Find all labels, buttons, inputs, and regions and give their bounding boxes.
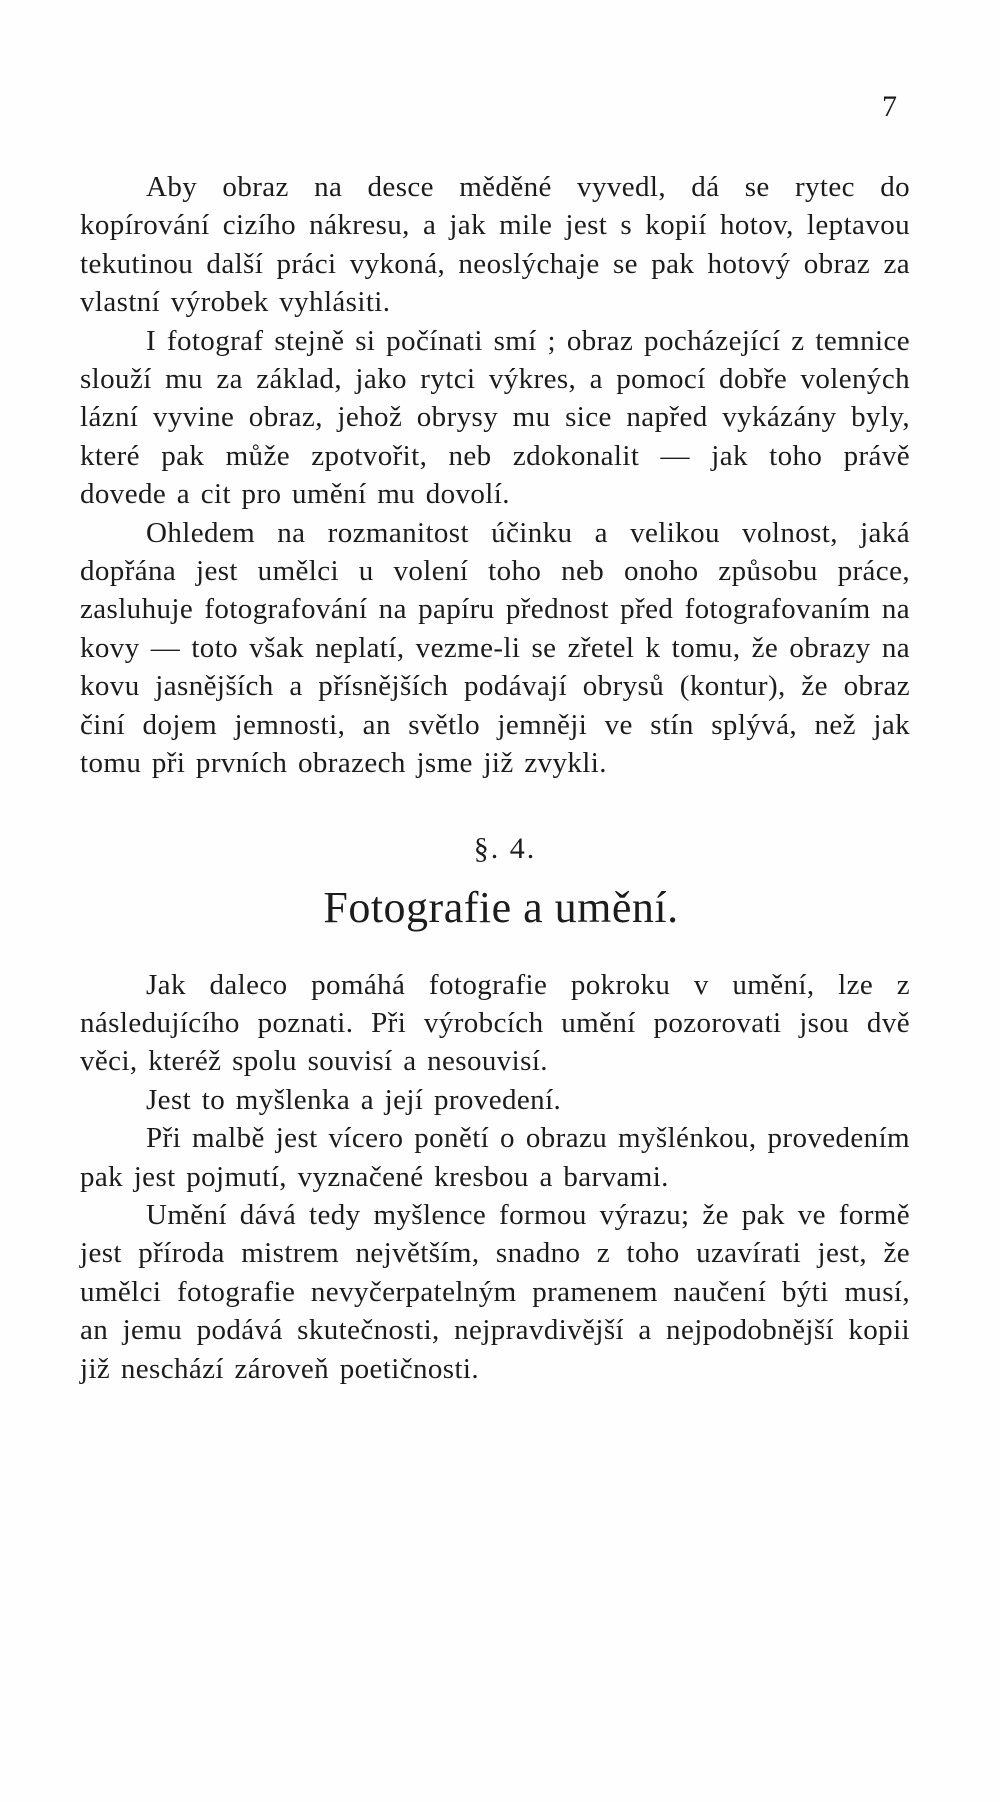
paragraph-thought-and-execution: Jest to myšlenka a její provedení. bbox=[146, 1083, 562, 1116]
paragraph-paper-vs-metal: Ohledem na rozmanitost účinku a velikou volnost, jaká dopřána jest umělci u volení toho neb onoho způsobu práce, zasluhuje fotografování na papíru přednost před fotografovaním na kovy — toto však neplatí, vezme-li se zřetel k tomu, že obrazy na kovu jasnějších a přísnějších podávají obrysů (kontur), že obraz činí dojem jemnosti, an světlo jemněji ve stín splývá, než jak tomu při prvních obrazech jsme již zvykli. bbox=[80, 516, 910, 780]
paragraph-photographer: I fotograf stejně si počínati smí ; obraz pocházející z temnice slouží mu za základ, jako rytci výkres, a pomocí dobře volených lázní vyvine obraz, jehož obrysy mu sice napřed vykázány byly, které pak může zpotvořit, neb zdokonalit — jak toho právě dovede a cit pro umění mu dovolí. bbox=[80, 324, 910, 511]
paragraph-form-and-nature: Umění dává tedy myšlence formou výrazu; že pak ve formě jest příroda mistrem největším, snadno z toho uzavírati jest, že umělci fotografie nevyčerpatelným pramenem naučení býti musí, an jemu podává skutečnosti, nejpravdivější a nejpodobnější kopii již neschází zároveň poetičnosti. bbox=[80, 1198, 910, 1385]
paragraph-painting: Při malbě jest vícero ponětí o obrazu myšlénkou, provedením pak jest pojmutí, vyznačené kresbou a barvami. bbox=[80, 1122, 910, 1193]
section-number: §. 4. bbox=[473, 831, 537, 865]
paragraph-progress-in-art: Jak daleco pomáhá fotografie pokroku v umění, lze z následujícího poznati. Při výrobcích umění pozorovati jsou dvě věci, kteréž spolu souvisí a nesouvisí. bbox=[80, 968, 910, 1078]
page-number: 7 bbox=[882, 90, 897, 123]
page-body bbox=[80, 168, 910, 1388]
section-title: Fotografie a umění. bbox=[323, 882, 679, 932]
paragraph-engraver: Aby obraz na desce měděné vyvedl, dá se rytec do kopírování cizího nákresu, a jak mile jest s kopií hotov, leptavou tekutinou další práci vykoná, neoslýchaje se pak hotový obraz za vlastní výrobek vyhlásiti. bbox=[80, 171, 910, 319]
